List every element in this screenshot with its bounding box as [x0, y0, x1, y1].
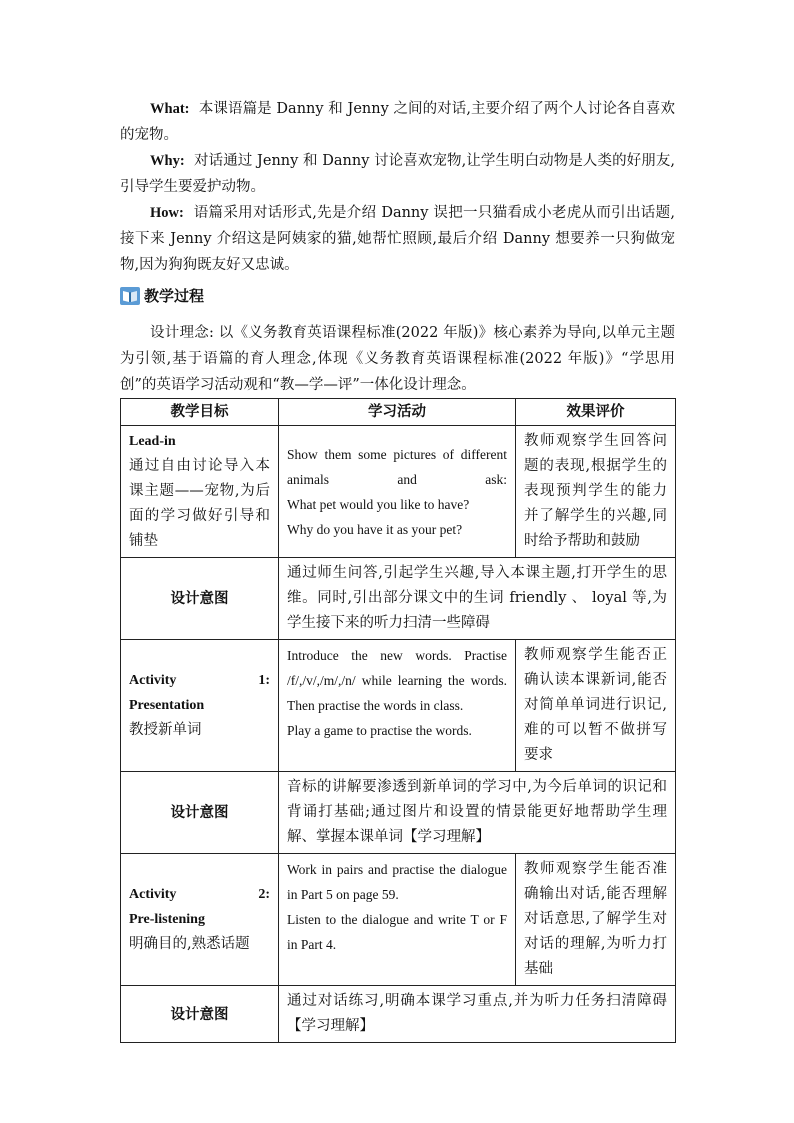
activity-line: Introduce the new words. Practise /f/,/v/,/m/,/n/ while learning the words. Then practise the words in class. — [287, 648, 507, 713]
objective-cell — [121, 426, 279, 558]
why-label: Why: — [150, 153, 185, 169]
activity-line: Play a game to practise the words. — [287, 723, 472, 738]
column-header-objective: 教学目标 — [121, 399, 279, 426]
table-row — [121, 426, 676, 558]
activity-line: Show them some pictures of different animals and ask: — [287, 446, 507, 487]
evaluation-cell: 教师观察学生能否正确认读本课新词,能否对简单单词进行识记,难的可以暂不做拼写要求 — [516, 640, 676, 772]
why-paragraph — [120, 148, 675, 200]
how-paragraph — [120, 200, 675, 278]
objective-title — [129, 668, 270, 693]
activity-cell — [279, 854, 516, 986]
intent-text: 音标的讲解要渗透到新单词的学习中,为今后单词的识记和背诵打基础;通过图片和设置的情景能更好地帮助学生理解、掌握本课单词【学习理解】 — [279, 772, 676, 854]
activity-line: Why do you have it as your pet? — [287, 521, 463, 537]
activity-number-label: Activity — [129, 673, 177, 688]
objective-cell — [121, 640, 279, 772]
intent-text: 通过对话练习,明确本课学习重点,并为听力任务扫清障碍【学习理解】 — [279, 986, 676, 1043]
section-heading — [120, 284, 204, 308]
what-label: What: — [150, 101, 190, 117]
activity-number: 1: — [258, 673, 270, 688]
intent-row — [121, 558, 676, 640]
intent-row — [121, 772, 676, 854]
objective-text: 通过自由讨论导入本课主题——宠物,为后面的学习做好引导和铺垫 — [129, 458, 270, 549]
objective-title: Lead-in — [129, 434, 176, 449]
section-title: 教学过程 — [144, 287, 205, 305]
what-text: 本课语篇是 Danny 和 Jenny 之间的对话,主要介绍了两个人讨论各自喜欢的宠物。 — [120, 101, 675, 143]
intent-row — [121, 986, 676, 1043]
objective-stage: Pre-listening — [129, 912, 205, 927]
how-text: 语篇采用对话形式,先是介绍 Danny 误把一只猫看成小老虎从而引出话题,接下来 Jenny 介绍这是阿姨家的猫,她帮忙照顾,最后介绍 Danny 想要养一只狗做宠物,因为狗狗既友好又忠诚。 — [120, 205, 676, 273]
activity-cell — [279, 426, 516, 558]
objective-stage: Presentation — [129, 698, 205, 713]
activity-line: Work in pairs and practise the dialogue in Part 5 on page 59. — [287, 862, 507, 902]
objective-text: 教授新单词 — [129, 722, 202, 738]
intent-label: 设计意图 — [121, 772, 279, 854]
design-concept: 设计理念: 以《义务教育英语课程标准(2022 年版)》核心素养为导向,以单元主题为引领,基于语篇的育人理念,体现《义务教育英语课程标准(2022 年版)》“学思用创”的英语学习活动观和“教—学—评”一体化设计理念。 — [120, 325, 675, 393]
column-header-activity: 学习活动 — [279, 399, 516, 426]
intent-label: 设计意图 — [121, 558, 279, 640]
table-row — [121, 854, 676, 986]
how-label: How: — [150, 205, 184, 221]
activity-number: 2: — [258, 887, 270, 902]
column-header-evaluation: 效果评价 — [516, 399, 676, 426]
intent-label: 设计意图 — [121, 986, 279, 1043]
table-row — [121, 640, 676, 772]
activity-line: What pet would you like to have? — [287, 496, 470, 512]
why-text: 对话通过 Jenny 和 Danny 讨论喜欢宠物,让学生明白动物是人类的好朋友,引导学生要爱护动物。 — [120, 153, 676, 195]
activity-number-label: Activity — [129, 887, 177, 902]
evaluation-cell: 教师观察学生能否准确输出对话,能否理解对话意思,了解学生对对话的理解,为听力打基础 — [516, 854, 676, 986]
intent-text: 通过师生问答,引起学生兴趣,导入本课主题,打开学生的思维。同时,引出部分课文中的生词 friendly 、 loyal 等,为学生接下来的听力扫清一些障碍 — [279, 558, 676, 640]
what-paragraph — [120, 96, 675, 148]
objective-cell — [121, 854, 279, 986]
objective-text: 明确目的,熟悉话题 — [129, 936, 250, 952]
activity-cell — [279, 640, 516, 772]
lesson-plan-table — [120, 398, 676, 1043]
objective-title — [129, 882, 270, 907]
book-icon — [120, 287, 140, 305]
evaluation-cell: 教师观察学生回答问题的表现,根据学生的表现预判学生的能力并了解学生的兴趣,同时给予帮助和鼓励 — [516, 426, 676, 558]
activity-line: Listen to the dialogue and write T or F in Part 4. — [287, 912, 507, 952]
table-header-row — [121, 399, 676, 426]
